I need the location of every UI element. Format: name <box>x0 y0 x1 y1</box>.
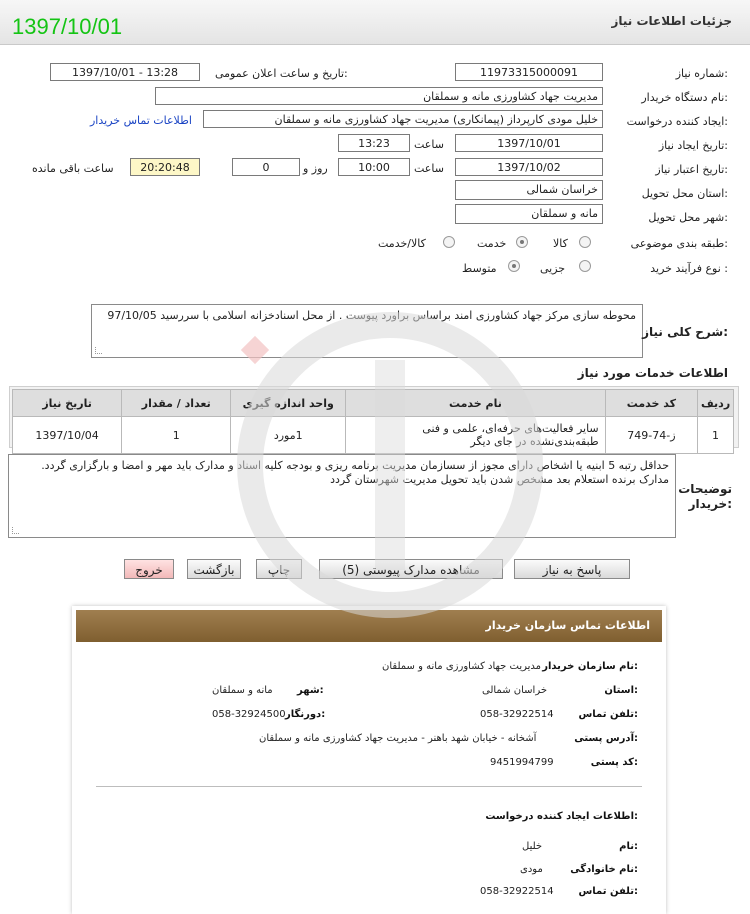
contact-divider <box>96 786 642 787</box>
days-label: روز و <box>303 162 328 175</box>
contact-card-title: اطلاعات تماس سازمان خریدار <box>485 619 650 632</box>
need-number-label: شماره نیاز: <box>675 67 728 80</box>
contact-postal-label: کد پستی: <box>590 757 638 768</box>
cell-service-code: ز-74-749 <box>605 417 697 454</box>
col-header-row: ردیف <box>698 390 734 417</box>
created-time-label: ساعت <box>414 138 444 151</box>
category-label: طبقه بندی موضوعی: <box>630 237 728 250</box>
contact-address-value: آشخانه - خیابان شهد باهنر - مدیریت جهاد کشاورزی مانه و سملقان <box>259 733 537 744</box>
creator-phone-label: تلفن تماس: <box>578 886 638 897</box>
buyer-notes-label: توضیحات خریدار: <box>678 482 732 511</box>
requester-label: ایجاد کننده درخواست: <box>626 115 728 128</box>
creator-first-name-value: خلیل <box>522 841 543 852</box>
remaining-time-field: 20:20:48 <box>130 158 200 176</box>
purchase-option-minor: جزیی <box>540 262 566 275</box>
category-radio-service[interactable] <box>516 236 528 248</box>
creator-section-title: اطلاعات ایجاد کننده درخواست: <box>485 811 638 822</box>
creator-last-name-label: نام خانوادگی: <box>570 864 638 875</box>
creator-first-name-label: نام: <box>619 841 638 852</box>
contact-province-value: خراسان شمالی <box>482 685 548 696</box>
cell-need-date: 1397/10/04 <box>13 417 122 454</box>
col-header-unit: واحد اندازه گیری <box>231 390 346 417</box>
contact-org-value: مدیریت جهاد کشاورزی مانه و سملقان <box>382 661 542 672</box>
creator-last-name-value: مودی <box>520 864 543 875</box>
date-stamp: 1397/10/01 <box>12 14 123 39</box>
print-button[interactable]: چاپ <box>256 559 302 579</box>
cell-row-index: 1 <box>698 417 734 454</box>
category-option-goods: کالا <box>553 237 568 250</box>
category-option-goods-service: کالا/خدمت <box>378 237 426 250</box>
purchase-type-label: نوع فرآیند خرید : <box>650 262 728 275</box>
resize-handle[interactable] <box>12 527 19 534</box>
description-label: شرح کلی نیاز: <box>642 325 728 339</box>
contact-fax-value: 058-32924500 <box>212 709 286 720</box>
created-date-field: 1397/10/01 <box>455 134 603 152</box>
valid-time-label: ساعت <box>414 162 444 175</box>
creator-phone-value: 058-32922514 <box>480 886 554 897</box>
created-date-label: تاریخ ایجاد نیاز: <box>658 139 728 152</box>
contact-org-label: نام سازمان خریدار: <box>542 661 638 672</box>
valid-date-label: تاریخ اعتبار نیاز: <box>655 163 728 176</box>
announce-field: 1397/10/01 - 13:28 <box>50 63 200 81</box>
col-header-code: کد خدمت <box>605 390 697 417</box>
col-header-qty: تعداد / مقدار <box>122 390 231 417</box>
services-table <box>12 389 734 454</box>
cell-unit: 1مورد <box>231 417 346 454</box>
created-time-field: 13:23 <box>338 134 410 152</box>
cell-service-name: سایر فعالیت‌های حرفه‌ای، علمی و فنی طبقه‌بندی‌نشده در جای دیگر <box>346 417 606 454</box>
remaining-label: ساعت باقی مانده <box>32 162 114 175</box>
valid-time-field: 10:00 <box>338 158 410 176</box>
valid-date-field: 1397/10/02 <box>455 158 603 176</box>
services-title: اطلاعات خدمات مورد نیاز <box>577 366 728 380</box>
contact-city-value: مانه و سملقان <box>212 685 273 696</box>
category-radio-goods-service[interactable] <box>443 236 455 248</box>
contact-province-label: استان: <box>604 685 638 696</box>
announce-label: تاریخ و ساعت اعلان عمومی: <box>215 67 348 80</box>
contact-city-label: شهر: <box>297 685 324 696</box>
buyer-contact-link[interactable]: اطلاعات تماس خریدار <box>90 114 192 127</box>
purchase-option-medium: متوسط <box>462 262 497 275</box>
contact-fax-label: دورنگار: <box>285 709 326 720</box>
city-field: مانه و سملقان <box>455 204 603 224</box>
table-row <box>13 417 734 454</box>
purchase-radio-minor[interactable] <box>579 260 591 272</box>
cell-qty: 1 <box>122 417 231 454</box>
description-text: محوطه سازی مرکز جهاد کشاورزی امند براساس براورد پیوست . از محل اسنادخزانه اسلامی با سررسید 97/10/05 <box>107 309 636 322</box>
back-button[interactable]: بازگشت <box>187 559 241 579</box>
contact-postal-value: 9451994799 <box>490 757 554 768</box>
buyer-org-field: مدیریت جهاد کشاورزی مانه و سملقان <box>155 87 603 105</box>
province-field: خراسان شمالی <box>455 180 603 200</box>
resize-handle[interactable] <box>95 347 102 354</box>
contact-card-header <box>76 610 662 642</box>
category-radio-goods[interactable] <box>579 236 591 248</box>
exit-button[interactable]: خروج <box>124 559 174 579</box>
city-label: شهر محل تحویل: <box>648 211 728 224</box>
need-number-field: 1197331500009​1 <box>455 63 603 81</box>
page-title: جزئیات اطلاعات نیاز <box>611 14 732 28</box>
contact-phone-value: 058-32922514 <box>480 709 554 720</box>
requester-field: خلیل مودی کارپرداز (پیمانکاری) مدیریت جهاد کشاورزی مانه و سملقان <box>203 110 603 128</box>
reply-button[interactable]: پاسخ به نیاز <box>514 559 630 579</box>
purchase-radio-medium[interactable] <box>508 260 520 272</box>
category-option-service: خدمت <box>477 237 507 250</box>
contact-address-label: آدرس پستی: <box>574 733 638 744</box>
description-box <box>91 304 643 358</box>
days-field: 0 <box>232 158 300 176</box>
col-header-name: نام خدمت <box>346 390 606 417</box>
buyer-org-label: نام دستگاه خریدار: <box>641 91 728 104</box>
province-label: استان محل تحویل: <box>641 187 728 200</box>
col-header-date: تاریخ نیاز <box>13 390 122 417</box>
view-attachments-button[interactable]: مشاهده مدارک پیوستی (5) <box>319 559 503 579</box>
contact-phone-label: تلفن تماس: <box>578 709 638 720</box>
buyer-notes-box <box>8 454 676 538</box>
buyer-notes-text: حداقل رتبه 5 ابنیه یا اشخاص دارای مجوز از سسازمان مدیریت برنامه ریزی و بودجه کلیه اسناد و مدارک باید مهر و امضا و بارگزاری گردد. مدارک برنده استعلام بعد مشخص شدن باید تحویل مدیریت شهرستان گردد <box>41 459 669 486</box>
